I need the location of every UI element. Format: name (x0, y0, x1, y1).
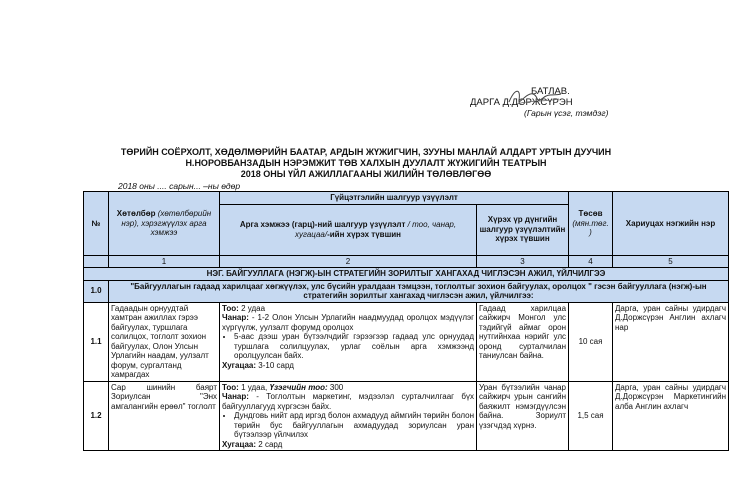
header-activity (220, 204, 477, 255)
header-program (109, 192, 220, 256)
header-budget-label: Төсөв (578, 209, 603, 218)
row-budget: 1,5 сая (569, 381, 613, 451)
col-number-3: 3 (477, 255, 569, 268)
row-activity (220, 381, 477, 451)
title-line-3: 2018 ОНЫ ҮЙЛ АЖИЛЛАГААНЫ ЖИЛИЙН ТӨЛӨВЛӨГӨӨ (240, 169, 492, 179)
row-program: Сар шинийн баярт Зориулсан "Энх амгалангийн ерөөл" тоглолт (109, 381, 220, 451)
quality-value: - Тоглолтын маркетинг, мэдээлэл сурталчилгааг бүх байгууллагууд хүргэсэн байх. (222, 392, 474, 411)
col-number-5: 5 (613, 255, 729, 268)
row-owner: Дарга, уран сайны удирдагч Д.Доржсүрэн Маркетингийн алба Англин ахлагч (613, 381, 729, 451)
col-number-4: 4 (569, 255, 613, 268)
document-title (60, 147, 672, 180)
time-label: Хугацаа: (222, 360, 257, 370)
viewer-label: Үзэгчийн тоо: (269, 382, 328, 392)
signature-icon (505, 84, 565, 110)
header-activity-note: / тоо, чанар, хугацаа/ (294, 220, 457, 239)
subsection-text: "Байгууллагын гадаад харилцааг хөгжүүлэх, улс бүсийн уралдаан тэмцээн, тоглолтыг зохион байгуулах, оролцох " гэсэн байгууллага (нэгж)-ын стратегийн зорилтыг хангахад чиглэсэн ажил, үйлчилгээ: (109, 280, 729, 302)
row-index: 1.1 (84, 302, 109, 381)
header-program-note: (хөтөлбөрийн нэр), хэрэгжүүлэх арга хэмжээ (121, 209, 212, 237)
row-activity (220, 302, 477, 381)
header-row-1 (84, 192, 729, 205)
header-budget-note: (мян.төг. ) (572, 218, 609, 237)
date-line: 2018 оны .... сарын... –ны өдөр (118, 181, 241, 191)
table-row (84, 381, 729, 451)
list-item: • 5-аас дээш уран бүтээлчдийг гэрээгээр гадаад улс орнуудад туршлага солилцуулах, урлаг соёлын арга хэмжээнд оролцуулсан байх. (234, 332, 474, 361)
header-budget (569, 192, 613, 256)
quality-value: - 1-2 Олон Улсын Урлагийн наадмуудад оролцох мэдүүлэг хүргүүлж, уулзалт форумд оролцох (222, 313, 474, 332)
header-no: № (84, 192, 109, 256)
bullet-list (222, 411, 474, 440)
col-number-blank (84, 255, 109, 268)
header-owner: Хариуцах нэгжийн нэр (613, 192, 729, 256)
title-line-1: ТӨРИЙН СОЁРХОЛТ, ХӨДӨЛМӨРИЙН БААТАР, АРДЫН ЖҮЖИГЧИН, ЗУУНЫ МАНЛАЙ АЛДАРТ УРТЫН ДУУЧИН (120, 147, 612, 157)
quality-label: Чанар: (222, 313, 249, 322)
header-activity-label: Арга хэмжээ (гарц)-ний шалгуур үзүүлэлт (239, 220, 406, 229)
qty-label: Тоо: (222, 382, 239, 392)
time-value: 3-10 сард (258, 360, 294, 370)
subsection-row (84, 280, 729, 302)
column-number-row (84, 255, 729, 268)
qty-label: Тоо: (222, 303, 239, 313)
time-label: Хугацаа: (222, 439, 257, 449)
approval-label: БАТЛАВ. (531, 86, 570, 97)
header-criteria: Гүйцэтгэлийн шалгуур үзүүлэлт (220, 192, 569, 205)
bullet-list (222, 332, 474, 361)
director-line: ДАРГА Д.ДОРЖСҮРЭН (470, 97, 573, 108)
qty-value: 1 удаа, (241, 382, 268, 392)
col-number-2: 2 (220, 255, 477, 268)
section-heading: НЭГ. БАЙГУУЛЛАГА (НЭГЖ)-ЫН СТРАТЕГИЙН ЗОРИЛТЫГ ХАНГАХАД ЧИГЛЭСЭН АЖИЛ, ҮЙЛЧИЛГЭЭ (84, 268, 729, 281)
row-index: 1.2 (84, 381, 109, 451)
section-row (84, 268, 729, 281)
qty-value: 2 удаа (241, 303, 266, 313)
header-activity-tail: -ийн хүрэх түвшин (327, 229, 401, 239)
row-budget: 10 сая (569, 302, 613, 381)
title-line-2: Н.НОРОВБАНЗАДЫН НЭРЭМЖИТ ТӨВ ХАЛХЫН ДУУЛАЛТ ЖҮЖИГИЙН ТЕАТРЫН (185, 158, 547, 168)
row-outcome: Уран бүтээлийн чанар сайжирч урын сангийн баяжилт нэмэгдүүлсэн байна. Зориулт үзэгчдэд хүрнэ. (477, 381, 569, 451)
header-outcome: Хүрэх үр дүнгийн шалгуур үзүүлэлтийн хүрэх түвшин (477, 204, 569, 255)
viewer-value: 300 (329, 382, 344, 392)
table-row (84, 302, 729, 381)
signature-note: (Гарын үсэг, тэмдэг) (524, 108, 609, 118)
header-program-label: Хөтөлбөр (116, 209, 156, 218)
row-program: Гадаадын орнуудтай хамтран ажиллах гэрээ байгуулах, туршлага солилцох, тоглолт зохион байгуулах, Олон Улсын Урлагийн наадам, уулзалт форум, сургалтанд хамрагдах (109, 302, 220, 381)
plan-table (83, 191, 729, 451)
quality-label: Чанар: (222, 392, 249, 401)
list-item: • Дундговь нийт ард иргэд болон ахмадууд аймгийн төрийн болон төрийн бус байгууллагын ахмадуудад зориулсан уран бүтээлээр үйлчилэх (234, 411, 474, 440)
col-number-1: 1 (109, 255, 220, 268)
row-owner: Дарга, уран сайны удирдагч Д.Доржсүрэн Англин ахлагч нар (613, 302, 729, 381)
subsection-index: 1.0 (84, 280, 109, 302)
row-outcome: Гадаад харилцаа сайжирч Монгол улс тэдийгүй аймаг орон нутгийнхаа нэрийг улс оронд сурталчилан таниулсан байна. (477, 302, 569, 381)
time-value: 2 сард (258, 439, 283, 449)
